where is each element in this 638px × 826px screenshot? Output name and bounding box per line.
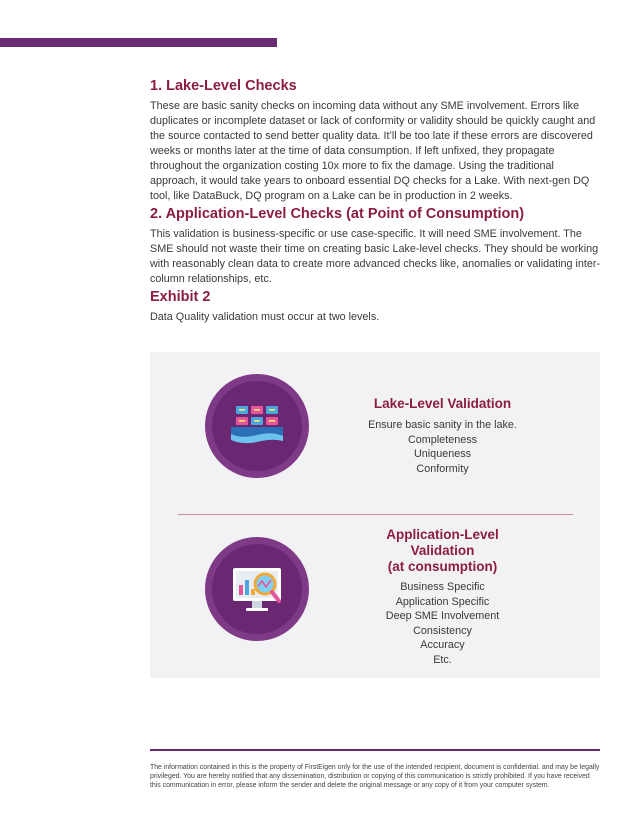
section-body-application-checks: This validation is business-specific or use case-specific. It will need SME involvement. The SME should not waste their time on creating basic Lake-level checks. They should be working with reasonably clean data to create more advanced checks like, anomalies or validating inter-column relationships, etc. [150,228,601,285]
exhibit-divider [178,514,573,515]
application-item: Consistency [413,624,472,637]
section-body-lake-checks: These are basic sanity checks on incoming data without any SME involvement. Errors like duplicates or incomplete dataset or lack of conformity or validity should be quickly caught and the source contacted to send better quality data. It’ll be too late if these errors are discovered weeks or months later at the time of data consumption. If left unfixed, they propagate throughout the organization costing 10x more to fix the damage. Using the traditional approach, it would take years to onboard essential DQ checks for a Lake. With next-gen DQ tool, like DataBuck, DQ program on a Lake can be in production in 2 weeks. [150,100,596,202]
application-title-line: Application-Level [386,527,499,542]
application-title-line: (at consumption) [387,559,498,574]
lake-item: Completeness [407,433,477,446]
exhibit-heading: Exhibit 2 [150,289,211,305]
lake-validation-block [345,396,540,476]
exhibit-panel [150,352,600,678]
lake-validation-title: Lake-Level Validation [373,396,512,411]
section-heading-application-checks: 2. Application-Level Checks (at Point of Consumption) [150,206,525,222]
application-item: Deep SME Involvement [385,610,500,623]
exhibit-caption: Data Quality validation must occur at two levels. [150,311,380,323]
header-accent-bar [0,38,277,47]
main-content [150,76,602,325]
application-title-line: Validation [410,543,475,558]
application-item: Accuracy [420,639,465,652]
application-validation-block [345,527,540,668]
footer-divider [150,749,600,751]
application-item: Business Specific [400,581,485,593]
lake-item: Conformity [416,462,469,475]
lake-icon-circle [205,374,309,478]
footer-disclaimer: The information contained in this is the property of FirstEigen only for the use of the intended recipient, document is confidential. and may be legally privileged. You are hereby notified that any dissemination, distribution or copying of this communication is strictly prohibited. If you have received this communication in error, please inform the sender and delete the original message or any copy of it from your computer system. [150,764,600,789]
lake-item: Ensure basic sanity in the lake. [368,419,517,431]
section-heading-lake-checks: 1. Lake-Level Checks [150,78,297,94]
monitor-analytics-icon [227,559,287,619]
application-item: Etc. [433,653,452,666]
data-lake-icon [227,396,287,456]
lake-item: Uniqueness [413,448,472,461]
application-validation-title [345,527,540,575]
application-icon-circle [205,537,309,641]
application-item: Application Specific [395,595,490,608]
